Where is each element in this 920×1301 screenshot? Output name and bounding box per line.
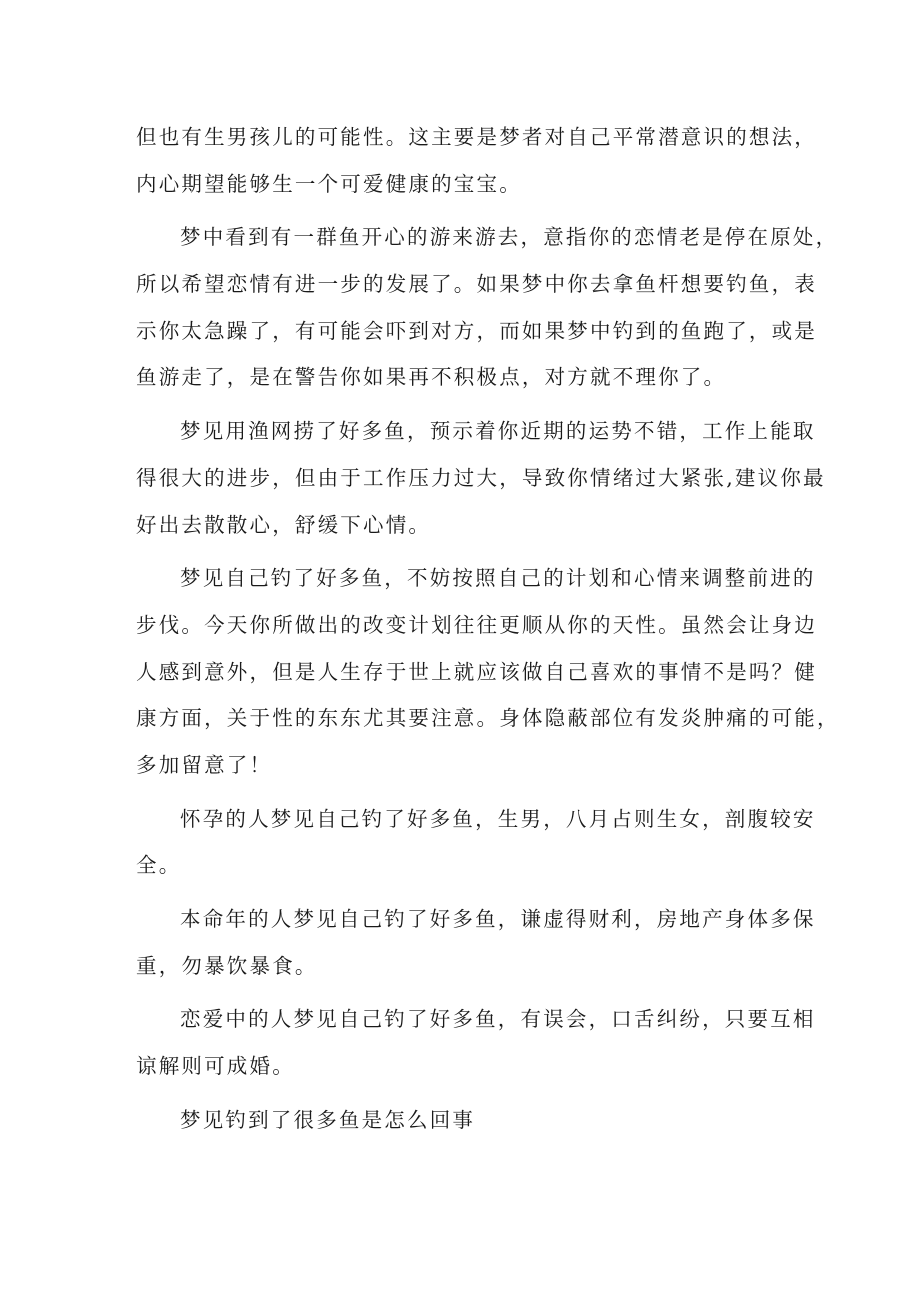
document-page [136, 114, 840, 1150]
paragraph-line: 重，勿暴饮暴食。 [136, 953, 318, 978]
paragraph-line: 康方面，关于性的东东尤其要注意。身体隐蔽部位有发炎肿痛的可能， [136, 706, 840, 731]
paragraph-1 [136, 114, 817, 207]
paragraph-6 [136, 896, 816, 989]
paragraph-line: 梦中看到有一群鱼开心的游来游去，意指你的恋情老是停在原处， [180, 225, 839, 250]
paragraph-line: 示你太急躁了，有可能会吓到对方，而如果梦中钓到的鱼跑了，或是 [136, 318, 817, 343]
paragraph-2 [136, 214, 839, 401]
paragraph-line: 谅解则可成婚。 [136, 1054, 295, 1079]
paragraph-line: 怀孕的人梦见自己钓了好多鱼，生男，八月占则生女，剖腹较安 [180, 806, 816, 831]
paragraph-7 [136, 996, 816, 1089]
paragraph-3 [136, 408, 826, 548]
paragraph-line: 本命年的人梦见自己钓了好多鱼，谦虚得财利，房地产身体多保 [180, 907, 816, 931]
paragraph-line: 全。 [136, 853, 182, 878]
paragraph-line: 恋爱中的人梦见自己钓了好多鱼，有误会，口舌纠纷，只要互相 [180, 1007, 816, 1032]
paragraph-line: 梦见用渔网捞了好多鱼，预示着你近期的运势不错，工作上能取 [180, 419, 816, 444]
paragraph-line: 所以希望恋情有进一步的发展了。如果梦中你去拿鱼杆想要钓鱼，表 [136, 272, 817, 297]
paragraph-4 [136, 555, 840, 788]
paragraph-line: 好出去散散心，舒缓下心情。 [136, 512, 432, 537]
paragraph-line: 内心期望能够生一个可爱健康的宝宝。 [136, 171, 522, 196]
paragraph-line: 梦见钓到了很多鱼是怎么回事 [180, 1107, 476, 1132]
paragraph-line: 梦见自己钓了好多鱼，不妨按照自己的计划和心情来调整前进的 [180, 566, 816, 591]
paragraph-line: 得很大的进步，但由于工作压力过大，导致你情绪过大紧张,建议你最 [136, 465, 826, 490]
paragraph-line: 多加留意了！ [136, 752, 273, 777]
paragraph-line: 步伐。今天你所做出的改变计划往往更顺从你的天性。虽然会让身边 [136, 612, 817, 637]
paragraph-line: 鱼游走了，是在警告你如果再不积极点，对方就不理你了。 [136, 365, 727, 390]
paragraph-8 [136, 1097, 796, 1144]
paragraph-line: 人感到意外，但是人生存于世上就应该做自己喜欢的事情不是吗？健 [136, 659, 817, 684]
paragraph-5 [136, 796, 816, 889]
paragraph-line: 但也有生男孩儿的可能性。这主要是梦者对自己平常潜意识的想法， [136, 125, 817, 149]
